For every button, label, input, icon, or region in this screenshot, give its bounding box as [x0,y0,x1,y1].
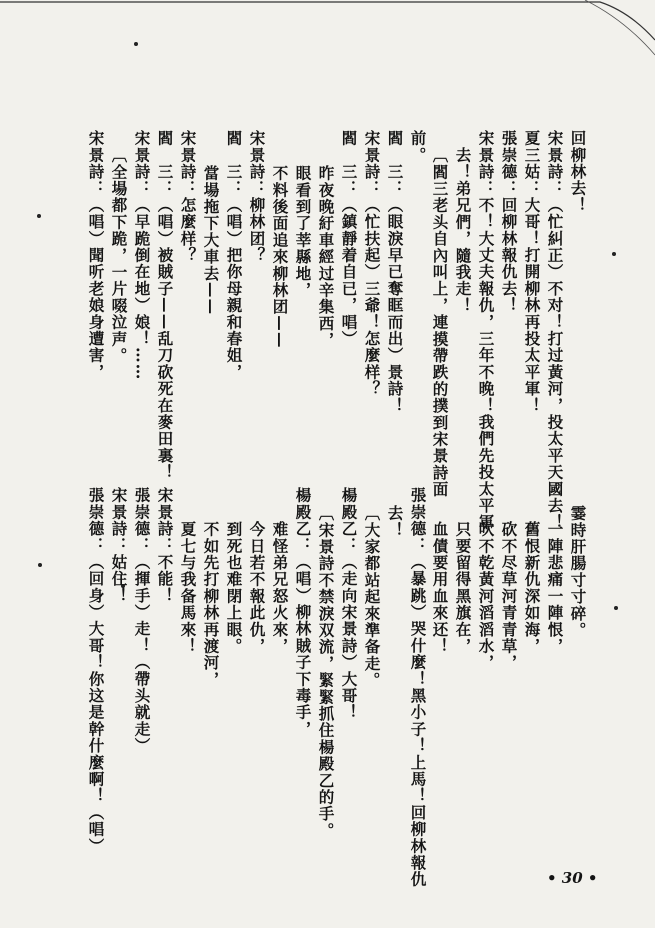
script-line: 不料後面追來柳林团—— [270,165,290,349]
speck [612,252,616,256]
speck [37,214,41,218]
script-line: 难怪弟兄怒火來， [270,521,290,655]
script-line: 吹不乾黃河滔滔水， [476,521,496,672]
speck [614,606,618,610]
script-line: 張崇德：（暴跳）哭什麼！黑小子！上馬！回柳林報仇 [408,487,428,888]
script-line: 不如先打柳林再渡河， [201,521,221,688]
script-line: 今日若不報此仇， [247,521,267,655]
script-line: 前。 [408,130,428,164]
page-number: • 30 • [547,869,598,887]
script-line: 楊殿乙：（唱）柳林賊子下毒手， [293,487,313,738]
script-line: 張崇德：（揮手）走！（帶头就走） [132,487,152,755]
script-line: 到死也难閉上眼。 [224,521,244,655]
script-line: 宋景詩：不！大丈夫報仇，三年不晚！我們先投太平軍 [476,130,496,531]
speck [134,42,138,46]
script-line: 閻 三：（鎮靜着自已，唱） [339,130,359,348]
script-line: 宋景詩：柳林团？ [247,130,267,264]
script-line: 宋景詩：怎麼样？ [178,130,198,264]
script-line: 〔宋景詩不禁淚双流，緊緊抓住楊殿乙的手。 [316,505,336,839]
script-line: 夏三姑：大哥！打開柳林再投太平軍！ [522,130,542,414]
script-line: 砍不尽草河青青草， [499,521,519,672]
script-line: 去！弟兄們，隨我走！ [453,147,473,314]
script-line: 宋景詩：（唱）聞听老娘身遭害， [86,130,106,381]
script-line: 〔大家都站起來準备走。 [362,505,382,689]
script-line: 去！ [385,505,405,539]
script-line: 夏七与我备馬來！ [178,521,198,655]
script-line: 昨夜晚紆車經过辛集西， [316,165,336,349]
script-line: 宋景詩：（忙扶起）三爺！怎麼样？ [362,130,382,398]
speck [38,563,42,567]
script-line: 〔全場都下跪，一片啜泣声。 [109,147,129,365]
page-fold-corner [0,0,655,60]
script-line: 〔閻三老头自內叫上，連摸帶跌的撲到宋景詩面 [430,147,450,498]
script-line: 閻 三：（唱）把你母親和春姐， [224,130,244,381]
script-line: 宋景詩：不能！ [155,487,175,604]
script-line: 舊恨新仇深如海， [522,521,542,655]
script-line: 霎時肝腸寸寸碎。 [568,505,588,639]
script-line: 一陣悲痛一陣恨， [545,521,565,655]
script-line: 張崇德：回柳林報仇去！ [499,130,519,314]
script-line: 回柳林去！ [568,130,588,214]
script-line: 血債要用血來还！ [430,521,450,655]
script-line: 楊殿乙：（走向宋景詩）大哥！ [339,487,359,721]
script-line: 宋景詩：姑住！ [109,487,129,604]
script-line: 張崇德：（回身）大哥！你这是幹什麼啊！（唱） [86,487,106,855]
script-line: 只要留得黑旗在， [453,521,473,655]
script-line: 閻 三：（唱）被賊子——乱刀砍死在麥田裏！ [155,130,175,481]
script-line: 宋景詩：（早跪倒在地）娘！…… [132,130,152,381]
script-line: 宋景詩：（忙糾正）不对！打过黃河，投太平天國去！ [545,130,565,531]
script-line: 閻 三：（眼淚早已奪眶而出）景詩！ [385,130,405,414]
script-line: 眼看到了莘縣地， [293,165,313,299]
script-line: 當場拖下大車去—— [201,165,221,316]
